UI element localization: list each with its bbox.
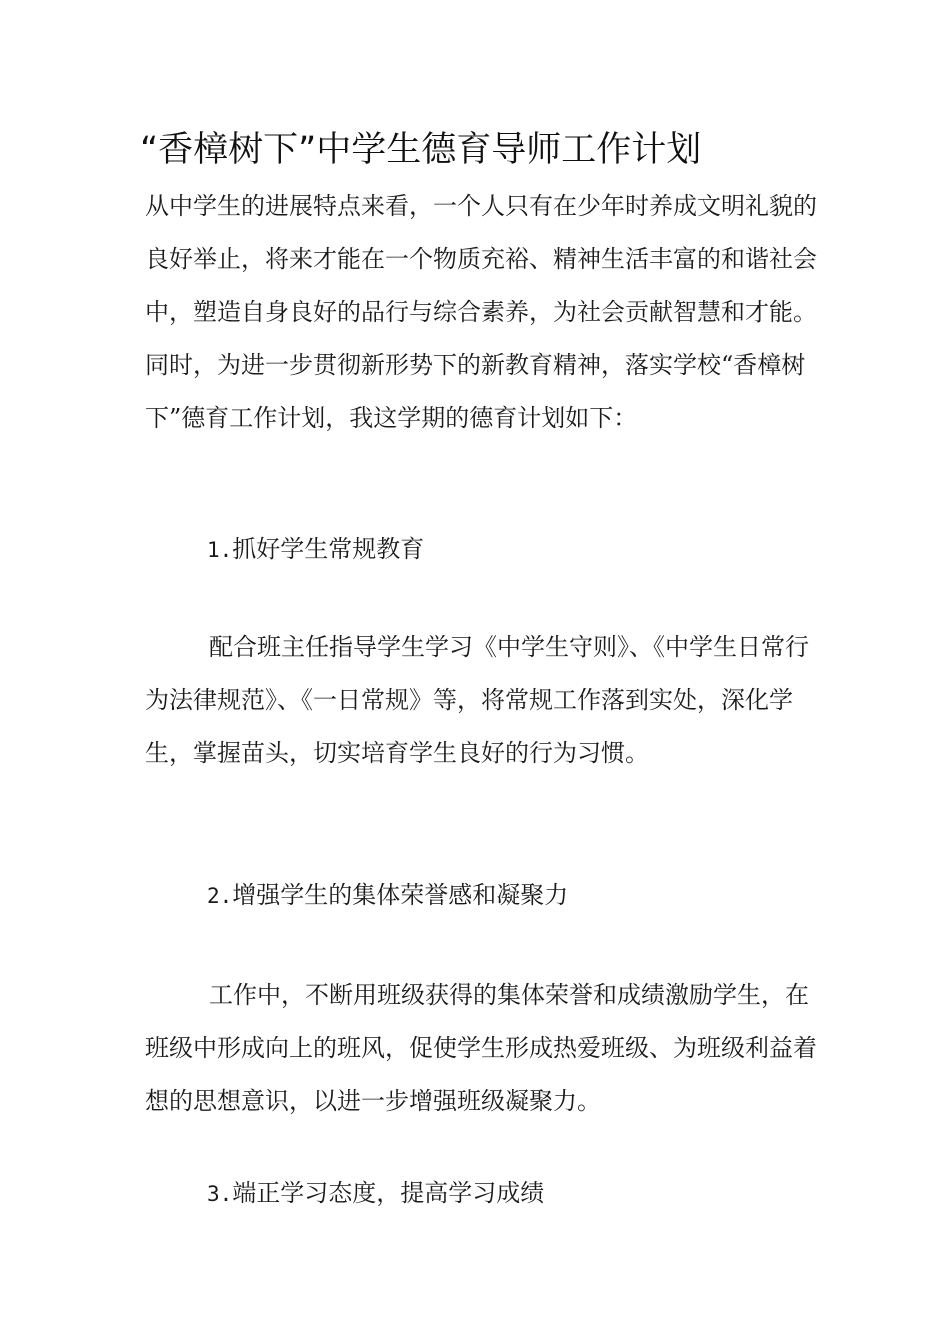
section-heading-text-3: 端正学习态度，提高学习成绩 [232,1179,545,1207]
section-number-1: 1. [207,538,233,562]
section-heading-text-2: 增强学生的集体荣誉感和凝聚力 [232,881,569,909]
intro-paragraph: 从中学生的进展特点来看，一个人只有在少年时养成文明礼貌的良好举止，将来才能在一个物质充裕、精神生活丰富的和谐社会中，塑造自身良好的品行与综合素养，为社会贡献智慧和才能。同时，为进一步贯彻新形势下的新教育精神，落实学校“香樟树下”德育工作计划，我这学期的德育计划如下： [145,192,817,432]
section-number-2: 2. [207,884,233,908]
section-number-3: 3. [207,1182,233,1206]
section-heading-text-1: 抓好学生常规教育 [232,535,425,563]
section-body-2: 工作中，不断用班级获得的集体荣誉和成绩激励学生，在班级中形成向上的班风，促使学生形成热爱班级、为班级利益着想的思想意识，以进一步增强班级凝聚力。 [145,981,817,1115]
section-heading-3 [207,1167,544,1221]
document-title: “香樟树下”中学生德育导师工作计划 [140,130,702,170]
section-body-1: 配合班主任指导学生学习《中学生守则》、《中学生日常行为法律规范》、《一日常规》等，将常规工作落到实处，深化学生，掌握苗头，切实培育学生良好的行为习惯。 [145,633,809,767]
section-heading-2 [207,869,568,923]
section-heading-1 [207,523,424,577]
